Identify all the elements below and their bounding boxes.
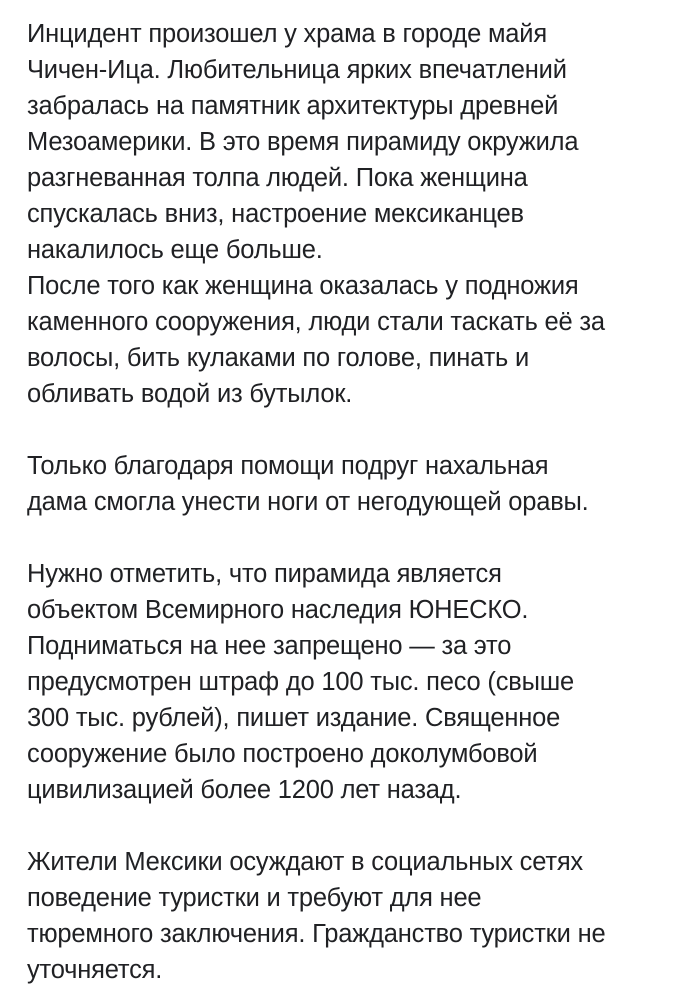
text-line: поведение туристки и требуют для нее [27, 884, 482, 912]
text-line: дама смогла унести ноги от негодующей оравы. [27, 488, 589, 516]
text-line: волосы, бить кулаками по голове, пинать и [27, 344, 530, 372]
paragraph-incident [27, 16, 687, 268]
text-line: Жители Мексики осуждают в социальных сетях [27, 848, 583, 876]
text-line: разгневанная толпа людей. Пока женщина [27, 164, 528, 192]
text-line: объектом Всемирного наследия ЮНЕСКО. [27, 596, 529, 624]
text-line: тюремного заключения. Гражданство туристки не [27, 920, 606, 948]
paragraph-spacer [27, 520, 687, 556]
text-line: Инцидент произошел у храма в городе майя [27, 20, 547, 48]
text-line: забралась на памятник архитектуры древней [27, 92, 559, 120]
text-line: обливать водой из бутылок. [27, 380, 353, 408]
text-line: 300 тыс. рублей), пишет издание. Священное [27, 704, 561, 732]
text-line: спускалась вниз, настроение мексиканцев [27, 200, 524, 228]
text-line: предусмотрен штраф до 100 тыс. песо (свыше [27, 668, 574, 696]
paragraph-reaction [27, 844, 687, 988]
paragraph-unesco [27, 556, 687, 808]
paragraph-escape [27, 448, 687, 520]
article-body [27, 16, 687, 988]
paragraph-attack [27, 268, 687, 412]
text-line: сооружение было построено доколумбовой [27, 740, 538, 768]
paragraph-spacer [27, 412, 687, 448]
text-line: Нужно отметить, что пирамида является [27, 560, 502, 588]
text-line: Мезоамерики. В это время пирамиду окружила [27, 128, 579, 156]
text-line: Чичен-Ица. Любительница ярких впечатлений [27, 56, 567, 84]
text-line: цивилизацией более 1200 лет назад. [27, 776, 462, 804]
text-line: После того как женщина оказалась у подножия [27, 272, 579, 300]
text-line: уточняется. [27, 956, 163, 984]
text-line: Подниматься на нее запрещено — за это [27, 632, 512, 660]
paragraph-spacer [27, 808, 687, 844]
text-line: каменного сооружения, люди стали таскать её за [27, 308, 605, 336]
text-line: Только благодаря помощи подруг нахальная [27, 452, 549, 480]
text-line: накалилось еще больше. [27, 236, 323, 264]
